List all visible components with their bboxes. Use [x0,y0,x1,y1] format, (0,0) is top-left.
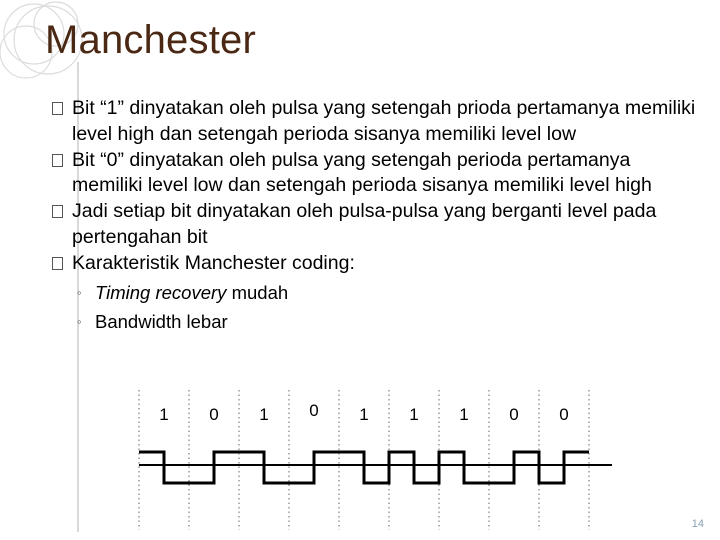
bullet-text: Jadi setiap bit dinyatakan oleh pulsa-pulsa yang berganti level pada pertengahan bit [72,200,657,248]
bullet-text: Bit “0” dinyatakan oleh pulsa yang setengah perioda pertamanya memiliki level low dan setengah perioda sisanya memiliki level high [72,148,652,197]
checkbox-bullet-icon [52,205,63,218]
bit-label: 0 [509,405,519,424]
bullet-text: Bit “1” dinyatakan oleh pulsa yang setengah prioda pertamanya memiliki level high dan setengah perioda sisanya memiliki level low [72,97,696,145]
checkbox-bullet-icon [52,102,63,115]
bit-label: 1 [259,405,269,424]
manchester-waveform [139,452,589,483]
checkbox-bullet-icon [52,154,63,167]
bullet-item [52,251,702,277]
bullet-text: Karakteristik Manchester coding: [72,251,355,274]
sub-bullet-text: mudah [226,281,289,303]
checkbox-bullet-icon [52,257,63,270]
bit-label: 0 [309,401,319,420]
slide-title: Manchester [45,18,256,62]
bit-label: 1 [359,405,369,424]
sub-bullet-text: Bandwidth lebar [95,310,228,332]
bullet-item [52,96,702,148]
bit-label: 0 [559,405,569,424]
bullet-item [52,199,702,251]
sub-bullet-item [52,280,702,306]
bullet-list [52,96,702,335]
sub-bullet-italic: Timing recovery [95,281,227,303]
ring-bullet-icon: ◦ [77,313,82,329]
bit-label: 1 [409,405,419,424]
ring-bullet-icon: ◦ [77,284,82,300]
bit-label: 0 [209,405,219,424]
bit-label: 1 [459,405,469,424]
bullet-item [52,148,702,200]
bit-label: 1 [159,405,169,424]
sub-bullet-item [52,309,702,335]
page-number: 14 [691,518,704,530]
